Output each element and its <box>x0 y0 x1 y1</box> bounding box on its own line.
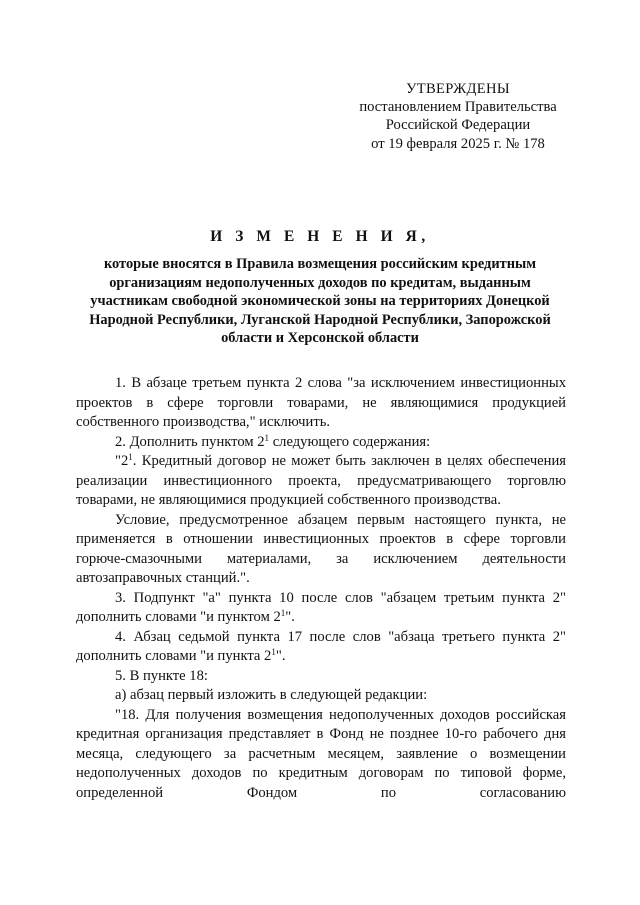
paragraph-1: 1. В абзаце третьем пункта 2 слова "за исключением инвестиционных проектов в сфере торговли товарами, не являющимися продукцией собственного производства," исключить. <box>76 375 566 430</box>
heading-subtitle: которые вносятся в Правила возмещения российским кредитным организациям недополученных доходов по кредитам, выданным участникам свободной экономической зоны на территориях Донецкой Народной Республики, Луганской Народной Республики, Запорожской области и Херсонской области <box>89 256 551 347</box>
paragraph-6-text: 4. Абзац седьмой пункта 17 после слов "абзаца третьего пункта 2" дополнить словами "и пункта 2 <box>76 628 566 664</box>
paragraph-5-text: 3. Подпункт "а" пункта 10 после слов "абзацем третьим пункта 2" дополнить словами "и пунктом 2 <box>76 589 566 625</box>
paragraph-3 <box>76 452 566 511</box>
superscript: 1 <box>128 452 133 462</box>
paragraph-2 <box>76 433 566 453</box>
approval-line-3: от 19 февраля 2025 г. № 178 <box>371 135 545 152</box>
superscript: 1 <box>280 608 286 618</box>
paragraph-7: 5. В пункте 18: <box>115 667 208 684</box>
approval-line-1: постановлением Правительства <box>359 99 557 116</box>
approval-title: УТВЕРЖДЕНЫ <box>406 81 510 97</box>
paragraph-3-text: . Кредитный договор не может быть заключен в целях обеспечения реализации инвестиционного проекта, предусматривающего торговлю товарами, не являющимися продукцией собственного производства. <box>76 453 566 508</box>
paragraph-5-text-end: ". <box>285 609 295 625</box>
document-heading <box>70 228 570 348</box>
paragraph-6-text-end: ". <box>275 648 286 664</box>
approval-block <box>340 80 576 153</box>
superscript: 1 <box>271 647 276 657</box>
paragraph-8: а) абзац первый изложить в следующей редакции: <box>115 687 428 703</box>
paragraph-6 <box>76 628 566 667</box>
paragraph-2-text: 2. Дополнить пунктом 2 <box>115 433 265 450</box>
heading-title: И З М Е Н Е Н И Я, <box>210 228 430 245</box>
superscript: 1 <box>264 432 270 443</box>
paragraph-2-text-end: следующего содержания: <box>269 433 431 450</box>
approval-line-2: Российской Федерации <box>385 117 531 134</box>
paragraph-9: "18. Для получения возмещения недополученных доходов российская кредитная организация представляет в Фонд не позднее 10-го рабочего дня месяца, следующего за расчетным месяцем, заявление о возмещении недополученных доходов по кредитным договорам по типовой форме, определенной Фондом по согласованию <box>76 706 566 801</box>
document-body <box>76 374 566 803</box>
paragraph-4: Условие, предусмотренное абзацем первым настоящего пункта, не применяется в отношении инвестиционных проектов в сфере торговли горюче-смазочными материалами, за исключением деятельности автозаправочных станций.". <box>76 511 566 586</box>
paragraph-5 <box>76 589 566 628</box>
paragraph-3-quote: "2 <box>115 453 129 469</box>
